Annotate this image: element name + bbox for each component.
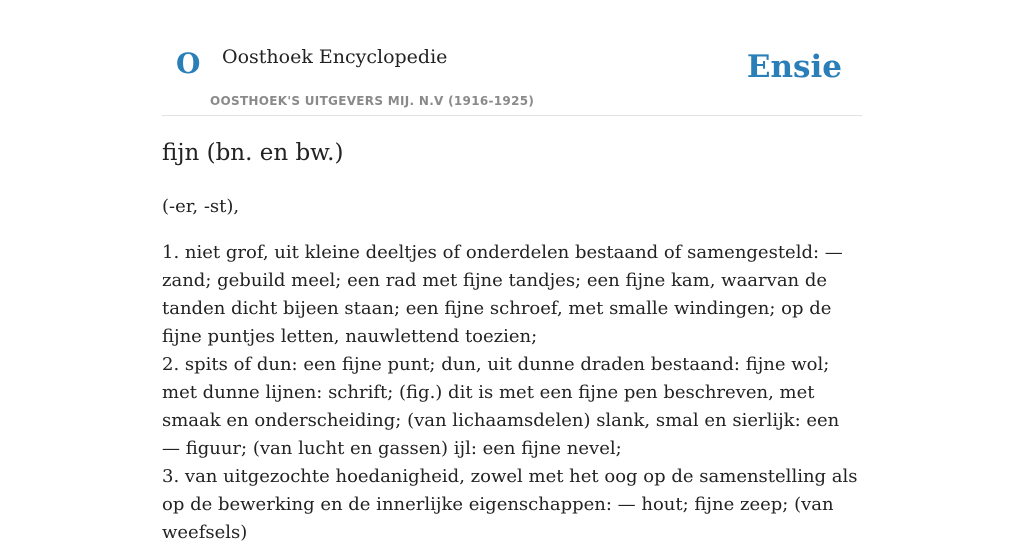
definition-item: 1. niet grof, uit kleine deeltjes of onderdelen bestaand of samengesteld: — zand; gebuild meel; een rad met fijne tandjes; een fijne kam, waarvan de tanden dicht bijeen staan; een fijne schroef, met smalle windingen; op de fijne puntjes letten, nauwlettend toezien;	[162, 242, 843, 347]
site-title-link[interactable]: Oosthoek Encyclopedie	[222, 46, 448, 68]
definition-item: 3. van uitgezochte hoedanigheid, zowel met het oog op de samenstelling als op de bewerking en de innerlijke eigenschappen: — hout; fijne zeep; (van weefsels)	[162, 466, 858, 543]
page	[162, 0, 862, 543]
entry-definitions	[162, 239, 862, 547]
definition-item: 2. spits of dun: een fijne punt; dun, uit dunne draden bestaand: fijne wol; met dunne lijnen: schrift; (fig.) dit is met een fijne pen beschreven, met smaak en onderscheiding; (van lichaamsdelen) slank, smal en sierlijk: een — figuur; (van lucht en gassen) ijl: een fijne nevel;	[162, 354, 840, 459]
publisher-subtitle: OOSTHOEK'S UITGEVERS MIJ. N.V (1916-1925)	[210, 94, 535, 108]
ensie-brand-link[interactable]: Ensie	[746, 49, 842, 85]
entry-forms: (-er, -st),	[162, 196, 240, 217]
logo-icon[interactable]: O	[176, 47, 201, 80]
site-header	[162, 0, 862, 116]
entry-title: fijn (bn. en bw.)	[162, 140, 344, 166]
